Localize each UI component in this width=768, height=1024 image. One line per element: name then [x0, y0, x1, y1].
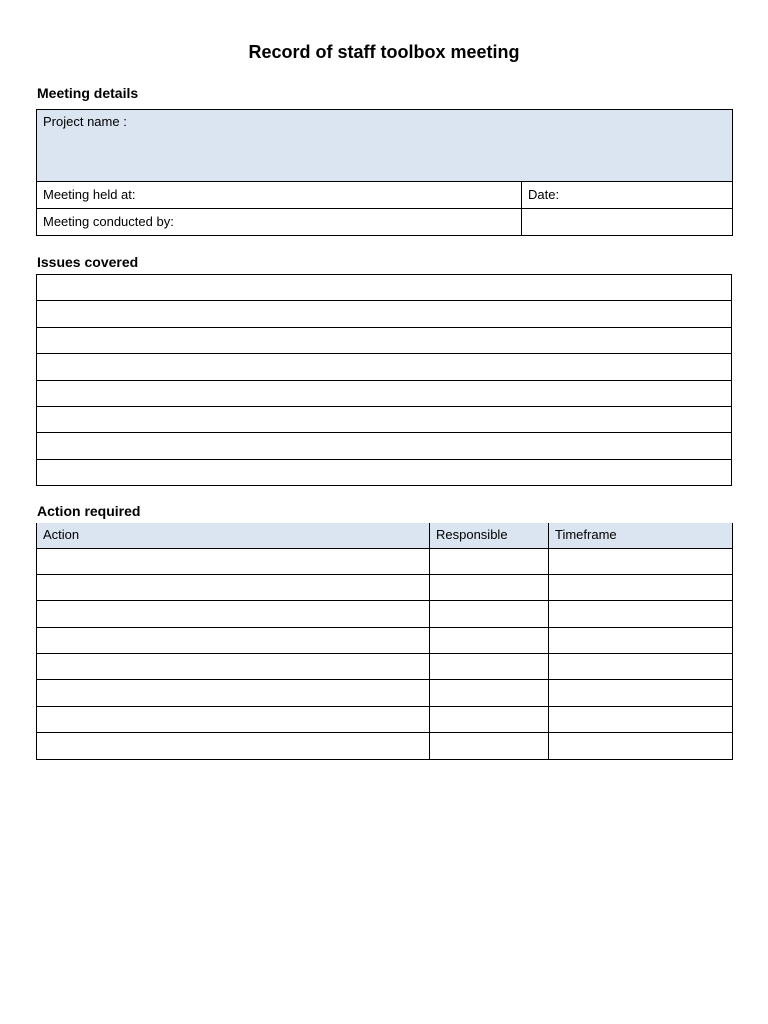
- action-required-heading: Action required: [37, 503, 141, 519]
- action-row: [37, 654, 733, 680]
- action-row: [37, 706, 733, 732]
- issue-row[interactable]: [37, 354, 732, 380]
- action-row: [37, 627, 733, 653]
- timeframe-cell[interactable]: [549, 706, 733, 732]
- action-cell[interactable]: [37, 574, 430, 600]
- action-cell[interactable]: [37, 733, 430, 759]
- issue-row[interactable]: [37, 459, 732, 485]
- page-title: Record of staff toolbox meeting: [248, 42, 520, 62]
- action-cell[interactable]: [37, 548, 430, 574]
- timeframe-cell[interactable]: [549, 601, 733, 627]
- issue-row[interactable]: [37, 301, 732, 327]
- meeting-conducted-by-label: Meeting conducted by:: [43, 214, 174, 229]
- timeframe-cell[interactable]: [549, 627, 733, 653]
- action-required-table: [36, 523, 733, 760]
- action-cell[interactable]: [37, 706, 430, 732]
- blank-field[interactable]: [522, 209, 733, 236]
- action-cell[interactable]: [37, 601, 430, 627]
- timeframe-cell[interactable]: [549, 548, 733, 574]
- meeting-details-table: [36, 109, 733, 236]
- action-row: [37, 548, 733, 574]
- timeframe-cell[interactable]: [549, 733, 733, 759]
- action-column-header: Action: [37, 523, 430, 548]
- meeting-details-heading: Meeting details: [37, 85, 139, 101]
- action-row: [37, 680, 733, 706]
- responsible-column-header: Responsible: [430, 523, 549, 548]
- issue-row[interactable]: [37, 433, 732, 459]
- responsible-cell[interactable]: [430, 601, 549, 627]
- action-row: [37, 574, 733, 600]
- date-field[interactable]: [522, 182, 733, 209]
- date-label: Date:: [528, 187, 560, 202]
- meeting-conducted-by-field[interactable]: [37, 209, 522, 236]
- project-name-field[interactable]: [37, 110, 733, 182]
- responsible-cell[interactable]: [430, 627, 549, 653]
- issues-covered-heading: Issues covered: [37, 254, 139, 270]
- issues-covered-table: [36, 274, 732, 486]
- responsible-cell[interactable]: [430, 733, 549, 759]
- action-row: [37, 733, 733, 759]
- issue-row[interactable]: [37, 380, 732, 406]
- timeframe-cell[interactable]: [549, 680, 733, 706]
- issue-row[interactable]: [37, 275, 732, 301]
- responsible-cell[interactable]: [430, 574, 549, 600]
- action-cell[interactable]: [37, 680, 430, 706]
- project-name-label: Project name :: [43, 114, 127, 129]
- meeting-held-at-field[interactable]: [37, 182, 522, 209]
- timeframe-cell[interactable]: [549, 574, 733, 600]
- responsible-cell[interactable]: [430, 706, 549, 732]
- responsible-cell[interactable]: [430, 680, 549, 706]
- responsible-cell[interactable]: [430, 548, 549, 574]
- issue-row[interactable]: [37, 406, 732, 432]
- responsible-cell[interactable]: [430, 654, 549, 680]
- action-cell[interactable]: [37, 627, 430, 653]
- meeting-held-at-label: Meeting held at:: [43, 187, 136, 202]
- timeframe-column-header: Timeframe: [549, 523, 733, 548]
- action-row: [37, 601, 733, 627]
- issue-row[interactable]: [37, 327, 732, 353]
- timeframe-cell[interactable]: [549, 654, 733, 680]
- action-cell[interactable]: [37, 654, 430, 680]
